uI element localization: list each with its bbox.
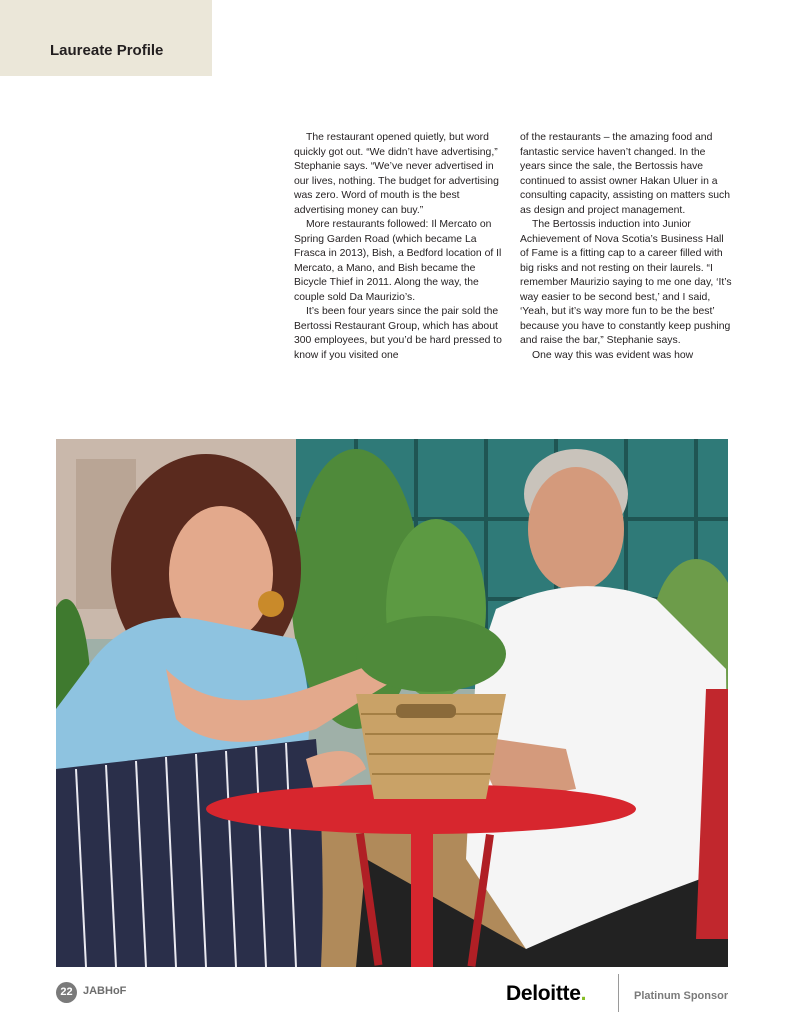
paragraph: The restaurant opened quietly, but word quickly got out. “We didn’t have advertising,” Stephanie says. “We’ve never advertised in our lives, nothing. The budget for advertising was zero. Word of mouth is the best advertising money can buy.” xyxy=(294,132,499,216)
article-column-2 xyxy=(520,131,732,363)
sponsor-logo-dot: . xyxy=(580,982,587,1005)
publication-name: JABHoF xyxy=(83,985,127,997)
paragraph: of the restaurants – the amazing food and fantastic service haven’t changed. In the years since the sale, the Bertossis have continued to assist owner Hakan Uluer in a consulting capacity, assisting on matters such as design and project management. xyxy=(520,132,731,216)
paragraph: It’s been four years since the pair sold the Bertossi Restaurant Group, which has about 300 employees, but you’d be hard pressed to know if you visited one xyxy=(294,306,502,361)
section-label: Laureate Profile xyxy=(50,42,164,59)
laureates-photo xyxy=(56,439,728,967)
sponsor-divider xyxy=(618,974,619,1012)
page-number-badge: 22 xyxy=(56,982,77,1003)
deloitte-logo xyxy=(506,982,586,1006)
paragraph: The Bertossis induction into Junior Achievement of Nova Scotia’s Business Hall of Fame is a fitting cap to a career filled with big risks and not resting on their laurels. “I remember Maurizio saying to me one day, ‘It’s way easier to be second best,’ and I said, ‘Yeah, but it’s way more fun to be the best’ because you have to constantly keep pushing and raise the bar,” Stephanie says. xyxy=(520,219,732,346)
paragraph: More restaurants followed: Il Mercato on Spring Garden Road (which became La Frasca in 2013), Bish, a Bedford location of Il Mercato, a Mano, and Bish became the Bicycle Thief in 2011. Along the way, the couple sold Da Maurizio’s. xyxy=(294,219,502,303)
section-tab xyxy=(0,0,212,76)
article-column-1 xyxy=(294,131,506,363)
sponsor-label: Platinum Sponsor xyxy=(634,990,729,1002)
paragraph: One way this was evident was how xyxy=(532,349,694,361)
sponsor-logo-text: Deloitte xyxy=(506,982,581,1005)
